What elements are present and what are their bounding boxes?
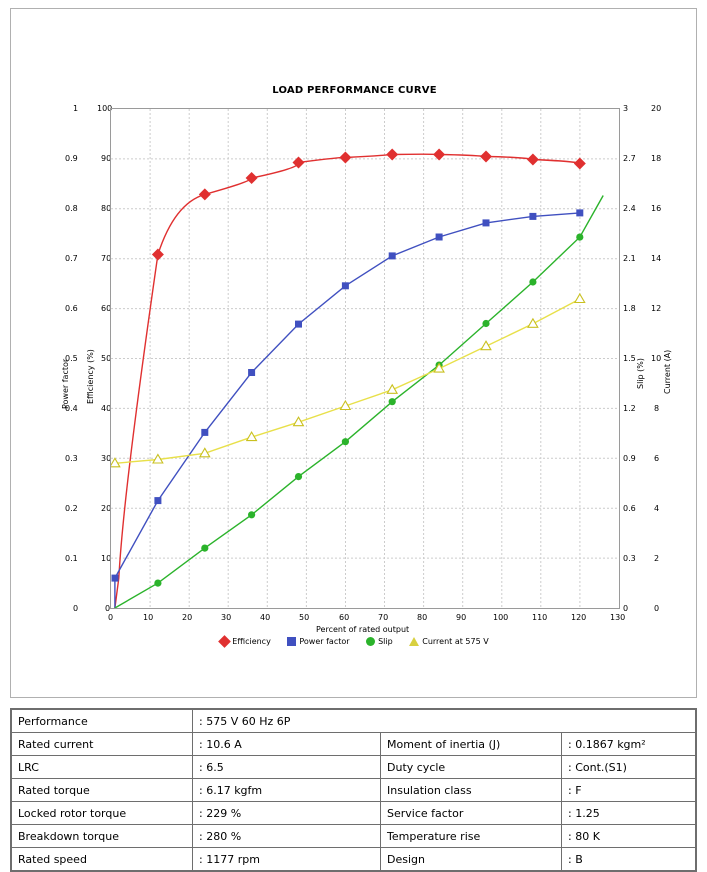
ytick-cur-4: 4 — [654, 504, 660, 513]
ytick-cur-10: 10 — [651, 354, 662, 363]
insulation-class-value: : F — [562, 779, 696, 802]
ytick-slip-18: 1.8 — [623, 304, 636, 313]
ytick-cur-16: 16 — [651, 204, 662, 213]
design-value: : B — [562, 848, 696, 871]
legend-item-slip[interactable] — [366, 637, 393, 647]
chart-panel — [10, 8, 697, 698]
ytick-pf-01: 0.1 — [65, 554, 78, 563]
moment-of-inertia-value: : 0.1867 kgm² — [562, 733, 696, 756]
ytick-eff-0: 0 — [105, 604, 111, 613]
square-marker-icon — [287, 637, 296, 646]
xtick-60: 60 — [339, 613, 350, 622]
xtick-100: 100 — [493, 613, 509, 622]
service-factor-value: : 1.25 — [562, 802, 696, 825]
ytick-pf-06: 0.6 — [65, 304, 78, 313]
xtick-0: 0 — [108, 613, 114, 622]
ytick-slip-12: 1.2 — [623, 404, 636, 413]
axis-title-x: Percent of rated output — [316, 625, 410, 634]
rated-torque-label: Rated torque — [12, 779, 193, 802]
breakdown-torque-value: : 280 % — [193, 825, 381, 848]
ytick-slip-06: 0.6 — [623, 504, 636, 513]
report-page — [10, 8, 697, 866]
legend-item-power-factor[interactable] — [287, 637, 349, 647]
ytick-cur-20: 20 — [651, 104, 662, 113]
ytick-pf-1: 1 — [73, 104, 79, 113]
xtick-30: 30 — [221, 613, 232, 622]
legend-item-efficiency[interactable] — [220, 637, 271, 647]
ytick-slip-0: 0 — [623, 604, 629, 613]
chart-title: LOAD PERFORMANCE CURVE — [272, 85, 437, 96]
ytick-slip-15: 1.5 — [623, 354, 636, 363]
temperature-rise-value: : 80 K — [562, 825, 696, 848]
lrc-value: : 6.5 — [193, 756, 381, 779]
service-factor-label: Service factor — [381, 802, 562, 825]
axis-title-current: Current (A) — [663, 349, 672, 394]
ytick-slip-09: 0.9 — [623, 454, 636, 463]
xtick-130: 130 — [610, 613, 626, 622]
ytick-cur-14: 14 — [651, 254, 662, 263]
legend-label-efficiency: Efficiency — [232, 637, 271, 646]
ytick-slip-24: 2.4 — [623, 204, 636, 213]
circle-marker-icon — [366, 637, 375, 646]
lrc-label: LRC — [12, 756, 193, 779]
locked-rotor-torque-label: Locked rotor torque — [12, 802, 193, 825]
ytick-pf-02: 0.2 — [65, 504, 78, 513]
ytick-eff-90: 90 — [101, 154, 112, 163]
ytick-pf-05: 0.5 — [65, 354, 78, 363]
legend-item-current[interactable] — [409, 637, 488, 647]
duty-cycle-value: : Cont.(S1) — [562, 756, 696, 779]
ytick-cur-6: 6 — [654, 454, 660, 463]
axis-title-efficiency: Efficiency (%) — [86, 349, 95, 404]
legend-label-slip: Slip — [378, 637, 393, 646]
ytick-pf-07: 0.7 — [65, 254, 78, 263]
ytick-cur-18: 18 — [651, 154, 662, 163]
xtick-80: 80 — [417, 613, 428, 622]
table-row — [12, 802, 696, 825]
ytick-eff-30: 30 — [101, 454, 112, 463]
rated-speed-label: Rated speed — [12, 848, 193, 871]
performance-label: Performance — [12, 710, 193, 733]
xtick-110: 110 — [532, 613, 548, 622]
xtick-70: 70 — [378, 613, 389, 622]
table-row — [12, 779, 696, 802]
xtick-50: 50 — [299, 613, 310, 622]
ytick-eff-20: 20 — [101, 504, 112, 513]
ytick-cur-0: 0 — [654, 604, 660, 613]
rated-current-value: : 10.6 A — [193, 733, 381, 756]
breakdown-torque-label: Breakdown torque — [12, 825, 193, 848]
ytick-eff-80: 80 — [101, 204, 112, 213]
xtick-40: 40 — [260, 613, 271, 622]
rated-current-label: Rated current — [12, 733, 193, 756]
ytick-cur-2: 2 — [654, 554, 660, 563]
ytick-slip-03: 0.3 — [623, 554, 636, 563]
ytick-slip-21: 2.1 — [623, 254, 636, 263]
ytick-eff-70: 70 — [101, 254, 112, 263]
ytick-pf-03: 0.3 — [65, 454, 78, 463]
legend-label-power-factor: Power factor — [299, 637, 350, 646]
ytick-eff-100: 100 — [97, 104, 113, 113]
rated-torque-value: : 6.17 kgfm — [193, 779, 381, 802]
legend-label-current: Current at 575 V — [422, 637, 489, 646]
rated-speed-value: : 1177 rpm — [193, 848, 381, 871]
ytick-slip-27: 2.7 — [623, 154, 636, 163]
plot-svg — [111, 109, 619, 608]
ytick-eff-40: 40 — [101, 404, 112, 413]
locked-rotor-torque-value: : 229 % — [193, 802, 381, 825]
specification-table — [10, 708, 697, 872]
performance-value: : 575 V 60 Hz 6P — [193, 710, 696, 733]
grid-horizontal — [111, 159, 619, 558]
plot-area — [110, 108, 620, 609]
xtick-10: 10 — [143, 613, 154, 622]
insulation-class-label: Insulation class — [381, 779, 562, 802]
xtick-90: 90 — [456, 613, 467, 622]
ytick-eff-60: 60 — [101, 304, 112, 313]
table-row — [12, 756, 696, 779]
ytick-cur-12: 12 — [651, 304, 662, 313]
ytick-eff-10: 10 — [101, 554, 112, 563]
axis-title-slip: Slip (%) — [636, 358, 645, 389]
ytick-pf-08: 0.8 — [65, 204, 78, 213]
ytick-pf-09: 0.9 — [65, 154, 78, 163]
table-row — [12, 848, 696, 871]
ytick-cur-8: 8 — [654, 404, 660, 413]
ytick-pf-04: 0.4 — [65, 404, 78, 413]
duty-cycle-label: Duty cycle — [381, 756, 562, 779]
table-row-header — [12, 710, 696, 733]
diamond-marker-icon — [218, 635, 231, 648]
moment-of-inertia-label: Moment of inertia (J) — [381, 733, 562, 756]
xtick-20: 20 — [182, 613, 193, 622]
ytick-pf-0: 0 — [73, 604, 79, 613]
ytick-eff-50: 50 — [101, 354, 112, 363]
series-efficiency — [115, 149, 586, 609]
temperature-rise-label: Temperature rise — [381, 825, 562, 848]
ytick-slip-3: 3 — [623, 104, 629, 113]
xtick-120: 120 — [571, 613, 587, 622]
chart-legend — [11, 637, 698, 647]
triangle-marker-icon — [409, 637, 419, 646]
axis-title-power-factor: Power factor — [61, 358, 70, 409]
table-row — [12, 825, 696, 848]
design-label: Design — [381, 848, 562, 871]
table-row — [12, 733, 696, 756]
